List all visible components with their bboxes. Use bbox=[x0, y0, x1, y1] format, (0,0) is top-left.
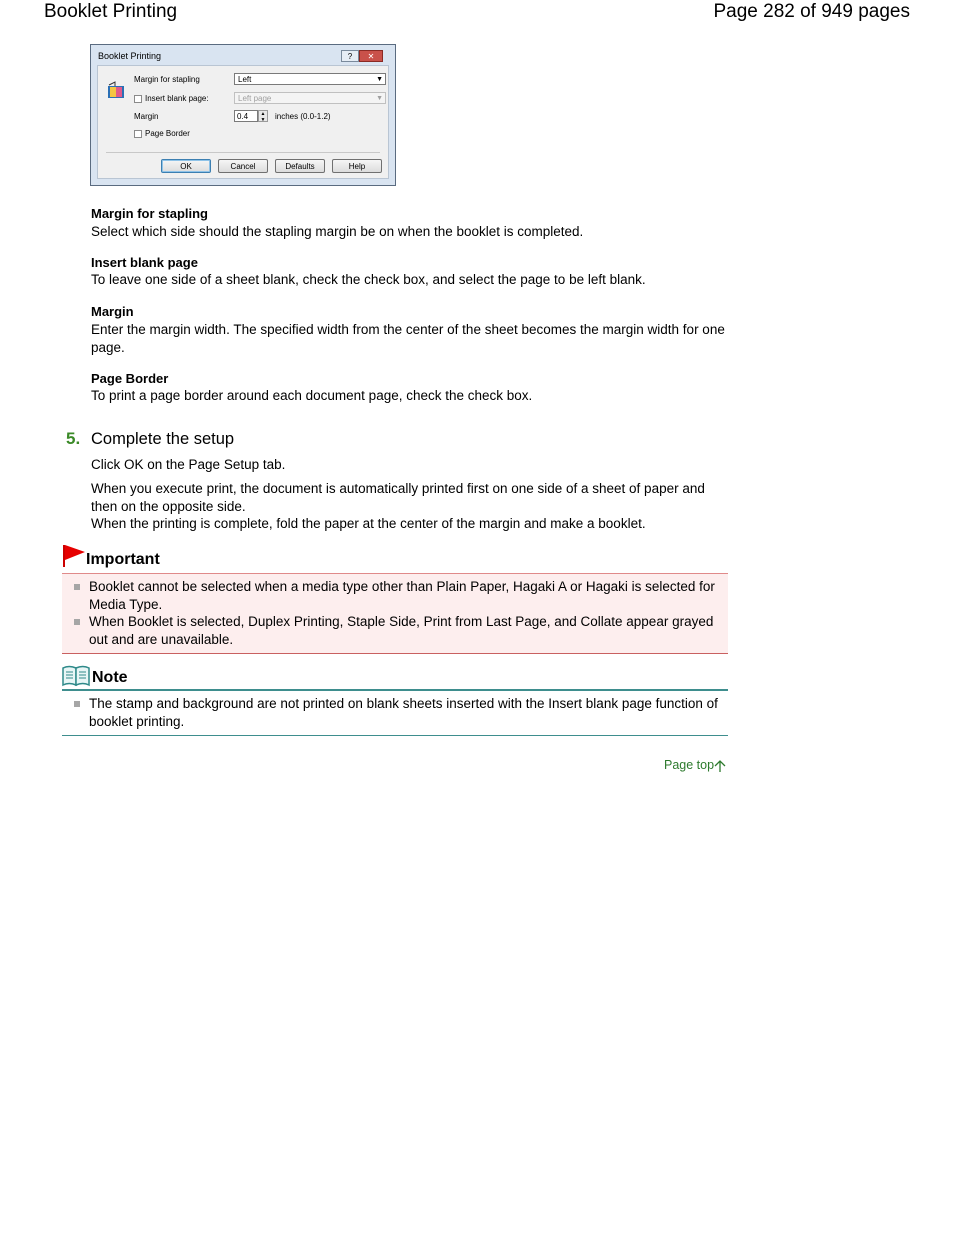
chevron-down-icon: ▼ bbox=[376, 95, 383, 102]
ok-button[interactable]: OK bbox=[161, 159, 211, 173]
defaults-button[interactable]: Defaults bbox=[275, 159, 325, 173]
margin-input[interactable]: 0.4 bbox=[234, 110, 258, 122]
definition-text: Enter the margin width. The specified width from the center of the sheet becomes the margin width for one page. bbox=[91, 322, 725, 355]
margin-label: Margin bbox=[134, 112, 159, 121]
dialog-body bbox=[97, 65, 389, 179]
margin-unit-label: inches (0.0-1.2) bbox=[275, 112, 331, 121]
booklet-printing-dialog bbox=[90, 44, 396, 186]
step-number: 5. bbox=[66, 429, 81, 448]
margin-spinner[interactable]: ▲ ▼ bbox=[258, 110, 268, 122]
chevron-down-icon: ▼ bbox=[376, 76, 383, 83]
dialog-title: Booklet Printing bbox=[98, 51, 162, 61]
page-top-link[interactable]: Page top bbox=[664, 758, 715, 772]
bullet-icon bbox=[74, 701, 80, 707]
definition-text: Select which side should the stapling margin be on when the booklet is completed. bbox=[91, 224, 584, 239]
step-paragraph: Click OK on the Page Setup tab. bbox=[91, 457, 286, 472]
list-item: When Booklet is selected, Duplex Printing, Staple Side, Print from Last Page, and Collate appear grayed out and are unavailable. bbox=[89, 614, 714, 647]
booklet-icon bbox=[106, 80, 126, 100]
page-indicator: Page 282 of 949 pages bbox=[713, 1, 910, 22]
help-icon[interactable]: ? bbox=[341, 50, 359, 62]
margin-for-stapling-select[interactable] bbox=[234, 73, 386, 85]
page-header bbox=[0, 0, 954, 26]
insert-blank-page-select[interactable] bbox=[234, 92, 386, 104]
important-box bbox=[62, 573, 728, 654]
insert-blank-page-checkbox[interactable] bbox=[134, 95, 142, 103]
margin-for-stapling-label: Margin for stapling bbox=[134, 75, 200, 84]
book-icon bbox=[62, 665, 90, 687]
bullet-icon bbox=[74, 619, 80, 625]
definition-term: Insert blank page bbox=[91, 255, 198, 270]
note-title: Note bbox=[92, 669, 128, 686]
step-paragraph: When the printing is complete, fold the paper at the center of the margin and make a booklet. bbox=[91, 516, 646, 531]
help-button[interactable]: Help bbox=[332, 159, 382, 173]
document-title: Booklet Printing bbox=[44, 1, 178, 22]
close-icon[interactable]: ✕ bbox=[359, 50, 383, 62]
definition-term: Page Border bbox=[91, 371, 169, 386]
cancel-button[interactable]: Cancel bbox=[218, 159, 268, 173]
flag-icon bbox=[62, 544, 86, 568]
definition-term: Margin for stapling bbox=[91, 206, 208, 221]
step-paragraph: When you execute print, the document is automatically printed first on one side of a sheet of paper and then on the opposite side. bbox=[91, 481, 705, 514]
important-title: Important bbox=[86, 551, 160, 568]
margin-for-stapling-value: Left bbox=[238, 75, 252, 84]
page-border-label: Page Border bbox=[145, 129, 190, 138]
note-box bbox=[62, 689, 728, 736]
bullet-icon bbox=[74, 584, 80, 590]
arrow-up-icon[interactable] bbox=[714, 759, 726, 773]
list-item: Booklet cannot be selected when a media type other than Plain Paper, Hagaki A or Hagaki is selected for Media Type. bbox=[89, 579, 715, 612]
list-item: The stamp and background are not printed on blank sheets inserted with the Insert blank page function of booklet printing. bbox=[89, 696, 718, 729]
page-border-checkbox[interactable] bbox=[134, 130, 142, 138]
insert-blank-page-value: Left page bbox=[238, 94, 272, 103]
definition-text: To print a page border around each document page, check the check box. bbox=[91, 388, 533, 403]
step-title: Complete the setup bbox=[91, 430, 235, 448]
dialog-divider bbox=[106, 152, 380, 153]
definition-text: To leave one side of a sheet blank, check the check box, and select the page to be left blank. bbox=[91, 272, 646, 287]
window-controls bbox=[341, 50, 383, 62]
insert-blank-page-label: Insert blank page: bbox=[145, 94, 209, 103]
definition-term: Margin bbox=[91, 304, 134, 319]
